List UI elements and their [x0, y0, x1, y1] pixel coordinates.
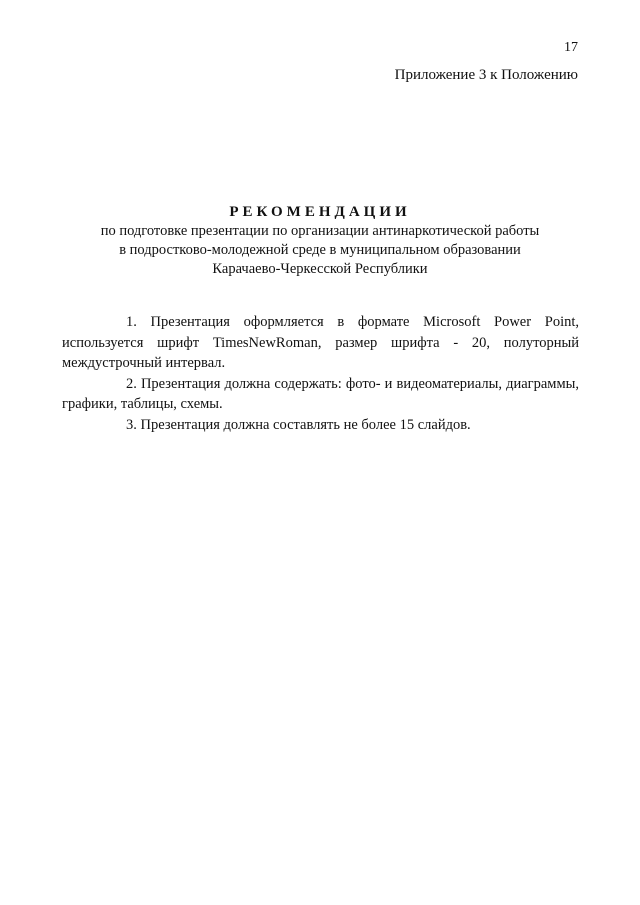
recommendation-item-1: 1. Презентация оформляется в формате Microsoft Power Point, используется шрифт TimesNewRoman, размер шрифта - 20, полуторный междустрочный интервал.	[62, 314, 579, 371]
document-title: РЕКОМЕНДАЦИИ	[229, 204, 411, 220]
recommendations-body	[62, 312, 579, 435]
appendix-reference: Приложение 3 к Положению	[394, 67, 578, 83]
subtitle-line-3: Карачаево-Черкесской Республики	[212, 261, 428, 277]
page-number: 17	[564, 40, 578, 55]
subtitle-line-1: по подготовке презентации по организации антинаркотической работы	[100, 223, 540, 239]
recommendation-item-3: 3. Презентация должна составлять не более 15 слайдов.	[126, 416, 471, 433]
recommendation-item-2: 2. Презентация должна содержать: фото- и видеоматериалы, диаграммы, графики, таблицы, схемы.	[62, 375, 579, 412]
subtitle-line-2: в подростково-молодежной среде в муниципальном образовании	[119, 242, 521, 258]
document-heading	[60, 202, 580, 279]
